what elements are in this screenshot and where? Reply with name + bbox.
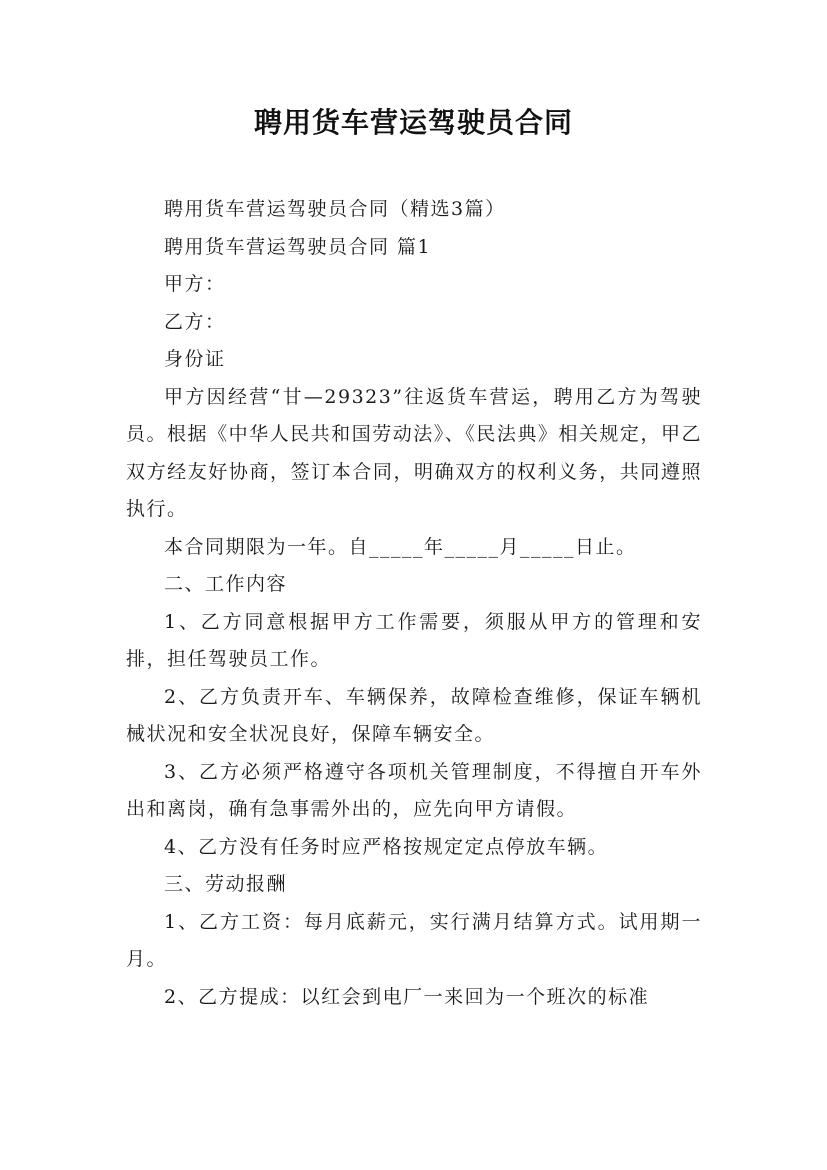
paragraph-work-1: 1、乙方同意根据甲方工作需要，须服从甲方的管理和安排，担任驾驶员工作。: [126, 610, 702, 670]
paragraph-pay-2: 2、乙方提成：以红会到电厂一来回为一个班次的标准: [164, 985, 650, 1008]
paragraph-subtitle: 聘用货车营运驾驶员合同（精选3篇）: [164, 198, 506, 220]
paragraph-preamble: 甲方因经营“甘—29323”往返货车营运，聘用乙方为驾驶员。根据《中华人民共和国劳动法》、《民法典》相关规定，甲乙双方经友好协商，签订本合同，明确双方的权利义务，共同遵照执行。: [126, 385, 702, 520]
paragraph-section-heading: 聘用货车营运驾驶员合同 篇1: [164, 235, 432, 258]
paragraph-party-b: 乙方：: [164, 310, 226, 333]
document-body: [126, 191, 702, 1016]
paragraph-party-a: 甲方：: [164, 273, 226, 295]
paragraph-work-2: 2、乙方负责开车、车辆保养，故障检查维修，保证车辆机械状况和安全状况良好，保障车辆安全。: [126, 685, 702, 745]
document-title: 聘用货车营运驾驶员合同: [253, 106, 573, 139]
paragraph-pay-1: 1、乙方工资：每月底薪元，实行满月结算方式。试用期一月。: [126, 910, 702, 970]
paragraph-work-3: 3、乙方必须严格遵守各项机关管理制度，不得擅自开车外出和离岗，确有急事需外出的，应先向甲方请假。: [126, 760, 702, 820]
paragraph-work-4: 4、乙方没有任务时应严格按规定定点停放车辆。: [164, 835, 609, 858]
paragraph-heading-work: 二、工作内容: [164, 573, 288, 595]
paragraph-id-card: 身份证: [164, 348, 226, 370]
paragraph-heading-pay: 三、劳动报酬: [164, 873, 288, 895]
paragraph-term: 本合同期限为一年。自_____年_____月_____日止。: [164, 535, 637, 558]
